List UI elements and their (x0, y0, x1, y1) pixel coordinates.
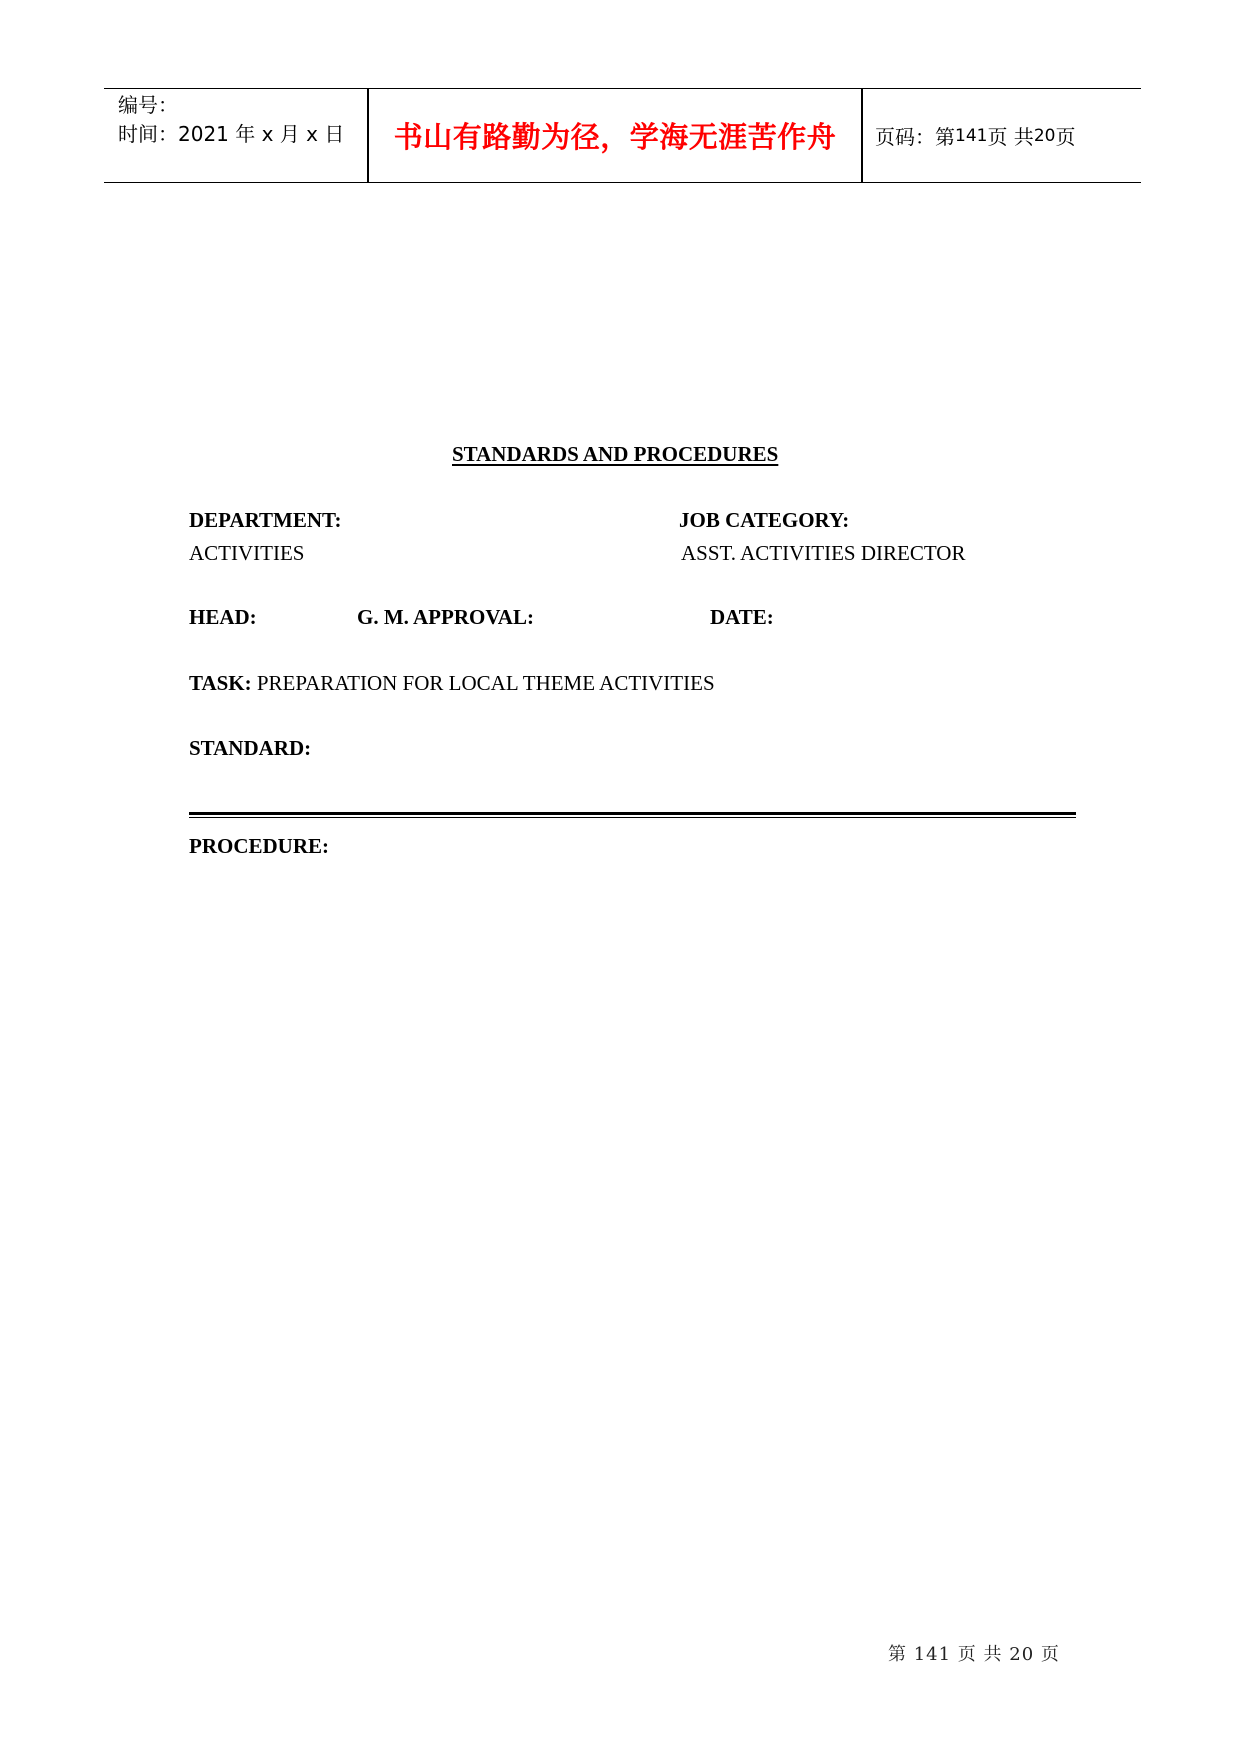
department-label: DEPARTMENT: (189, 508, 342, 532)
task-value: PREPARATION FOR LOCAL THEME ACTIVITIES (251, 671, 715, 695)
page-total: 20 (1033, 125, 1056, 146)
time-label: 时间： (118, 122, 178, 146)
section-divider-thin (189, 817, 1076, 818)
header-meta-cell (104, 89, 369, 182)
time-line (118, 120, 344, 148)
department-value: ACTIVITIES (189, 541, 305, 565)
motto-text: 书山有路勤为径，学海无涯苦作舟 (393, 120, 837, 154)
date-label: DATE: (710, 605, 774, 629)
header-motto-cell (369, 89, 863, 182)
page-footer: 第 141 页 共 20 页 (888, 1644, 1060, 1665)
job-category-label: JOB CATEGORY: (679, 508, 850, 532)
head-label: HEAD: (189, 605, 257, 629)
header-page-cell (863, 89, 1141, 182)
task-line (189, 671, 715, 696)
gm-approval-label: G. M. APPROVAL: (357, 605, 534, 629)
page-current: 141 (955, 125, 988, 146)
job-category-value: ASST. ACTIVITIES DIRECTOR (681, 541, 966, 565)
procedure-label: PROCEDURE: (189, 834, 329, 858)
page-prefix: 页码：第 (875, 125, 955, 149)
time-value: 2021 年 x 月 x 日 (178, 122, 345, 146)
page-suffix: 页 (1055, 125, 1076, 149)
task-label: TASK: (189, 671, 252, 695)
page-header (104, 88, 1141, 183)
serial-number-label: 编号： (118, 93, 178, 117)
section-divider-thick (189, 812, 1076, 815)
page-mid: 页 共 (987, 125, 1034, 149)
document-title: STANDARDS AND PROCEDURES (452, 442, 779, 466)
standard-label: STANDARD: (189, 736, 312, 760)
